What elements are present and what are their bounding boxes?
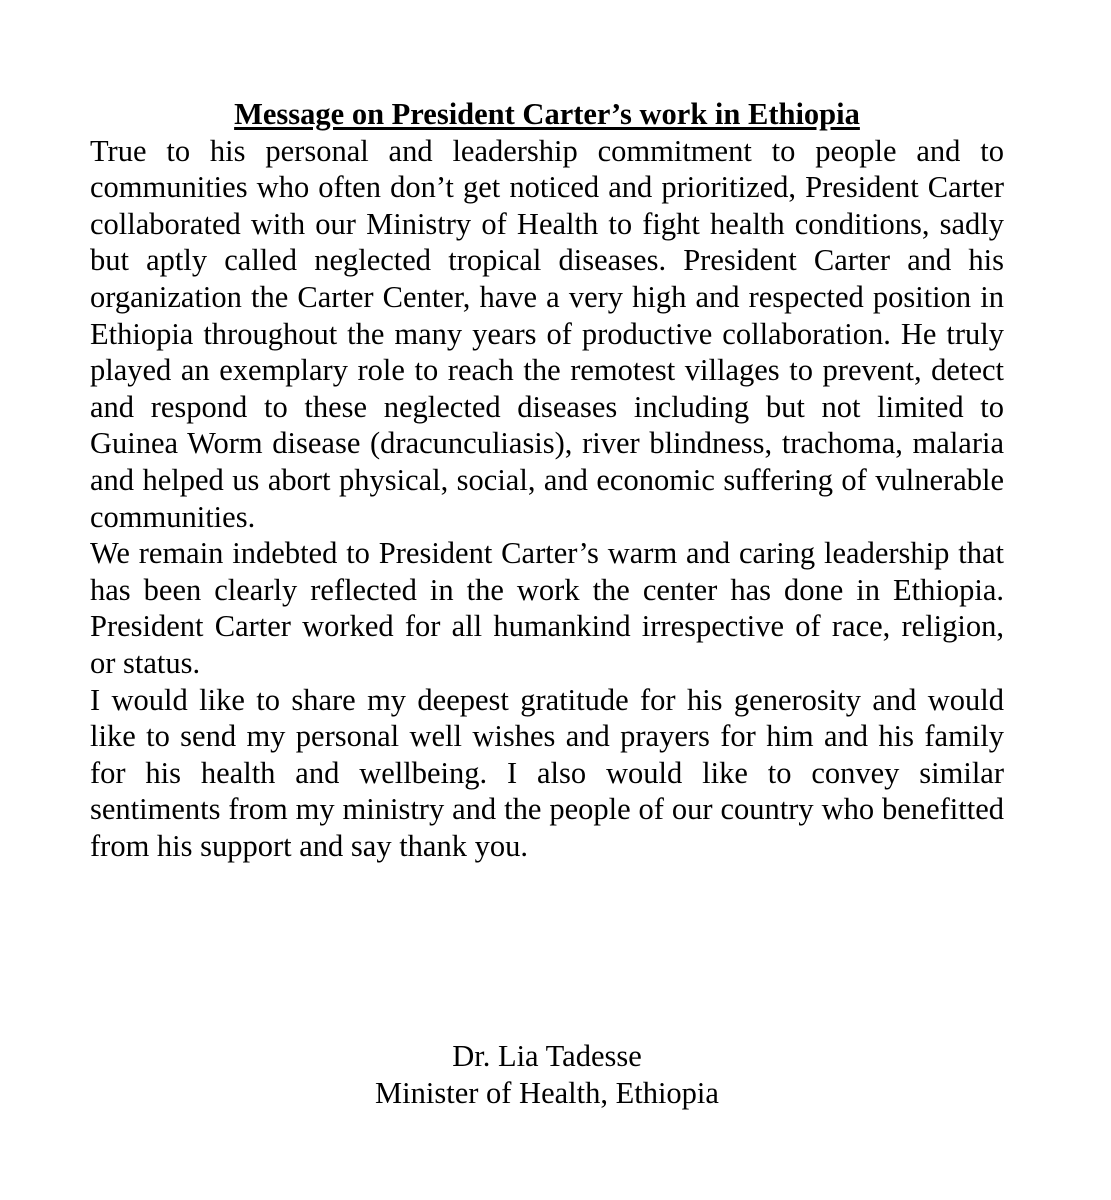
letter-title: Message on President Carter’s work in Ethiopia bbox=[234, 97, 860, 131]
paragraph-1: True to his personal and leadership commitment to people and to communities who often don’t get noticed and prioritized, President Carter collaborated with our Ministry of Health to fight health conditions, sadly but aptly called neglected tropical diseases. President Carter and his organization the Carter Center, have a very high and respected position in Ethiopia throughout the many years of productive collaboration. He truly played an exemplary role to reach the remotest villages to prevent, detect and respond to these neglected diseases including but not limited to Guinea Worm disease (dracunculiasis), river blindness, trachoma, malaria and helped us abort physical, social, and economic suffering of vulnerable communities. bbox=[90, 133, 1004, 534]
signature-block bbox=[90, 1038, 1004, 1111]
signatory-name: Dr. Lia Tadesse bbox=[452, 1039, 642, 1073]
paragraph-2: We remain indebted to President Carter’s warm and caring leadership that has been clearly reflected in the work the center has done in Ethiopia. President Carter worked for all humankind irrespective of race, religion, or status. bbox=[90, 536, 1004, 680]
signatory-position: Minister of Health, Ethiopia bbox=[375, 1075, 719, 1110]
paragraph-3: I would like to share my deepest gratitude for his generosity and would like to send my personal well wishes and prayers for him and his family for his health and wellbeing. I also would like to convey similar sentiments from my ministry and the people of our country who benefitted from his support and say thank you. bbox=[90, 682, 1004, 863]
letter-body bbox=[90, 96, 1004, 864]
